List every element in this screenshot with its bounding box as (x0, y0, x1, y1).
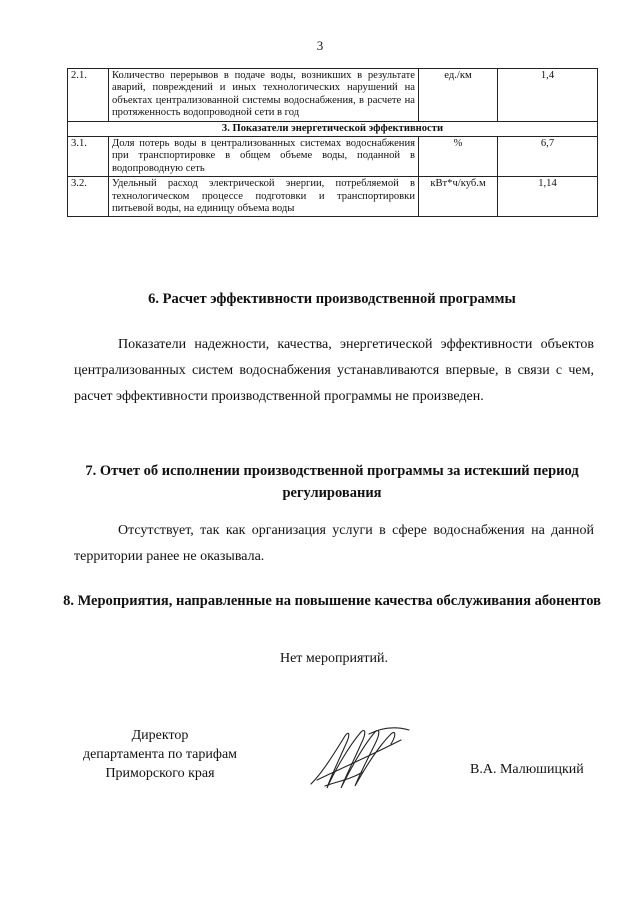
indicators-table (67, 68, 598, 217)
row-number: 3.1. (68, 137, 109, 177)
row-number: 3.2. (68, 177, 109, 217)
signatory-name: В.А. Малюшицкий (470, 762, 584, 777)
section8-paragraph: Нет мероприятий. (279, 651, 389, 666)
indicator-value: 1,14 (498, 177, 598, 217)
indicator-name: Доля потерь воды в централизованных системах водоснабжения при транспортировке в общем объеме воды, поданной в водопроводную сеть (109, 137, 419, 177)
signatory-title (70, 726, 250, 783)
section-header: 3. Показатели энергетической эффективности (68, 121, 598, 136)
signatory-title-line: Приморского края (105, 766, 215, 781)
section6-heading: 6. Расчет эффективности производственной программы (148, 291, 516, 307)
table-row (68, 177, 598, 217)
indicator-unit: % (419, 137, 498, 177)
page-number: 3 (316, 38, 324, 53)
section7-heading: 7. Отчет об исполнении производственной программы за истекший период регулирования (85, 463, 579, 501)
signatory-title-line: департамента по тарифам (82, 747, 238, 762)
indicator-value: 6,7 (498, 137, 598, 177)
indicator-name: Удельный расход электрической энергии, потребляемой в технологическом процессе подготовки и транспортировки питьевой воды, на единицу объема воды (109, 177, 419, 217)
table-row (68, 137, 598, 177)
section7-text: Отсутствует, так как организация услуги в сфере водоснабжения на данной территории ранее не оказывала. (74, 523, 594, 564)
handwritten-signature (305, 722, 415, 794)
row-number: 2.1. (68, 69, 109, 122)
table-row (68, 69, 598, 122)
indicator-unit: кВт*ч/куб.м (419, 177, 498, 217)
indicator-name: Количество перерывов в подаче воды, возникших в результате аварий, повреждений и иных технологических нарушений на объектах централизованной системы водоснабжения, в расчете на протяженность водопроводной сети в год (109, 69, 419, 122)
section7-paragraph (74, 518, 594, 570)
table-section-row (68, 121, 598, 136)
signatory-title-line: Директор (131, 728, 189, 743)
indicator-unit: ед./км (419, 69, 498, 122)
section6-paragraph (74, 332, 594, 410)
section6-text: Показатели надежности, качества, энергетической эффективности объектов централизованных систем водоснабжения устанавливаются впервые, в связи с чем, расчет эффективности производственной программы не произведен. (74, 337, 594, 404)
indicator-value: 1,4 (498, 69, 598, 122)
section8-heading: 8. Мероприятия, направленные на повышение качества обслуживания абонентов (63, 593, 601, 609)
